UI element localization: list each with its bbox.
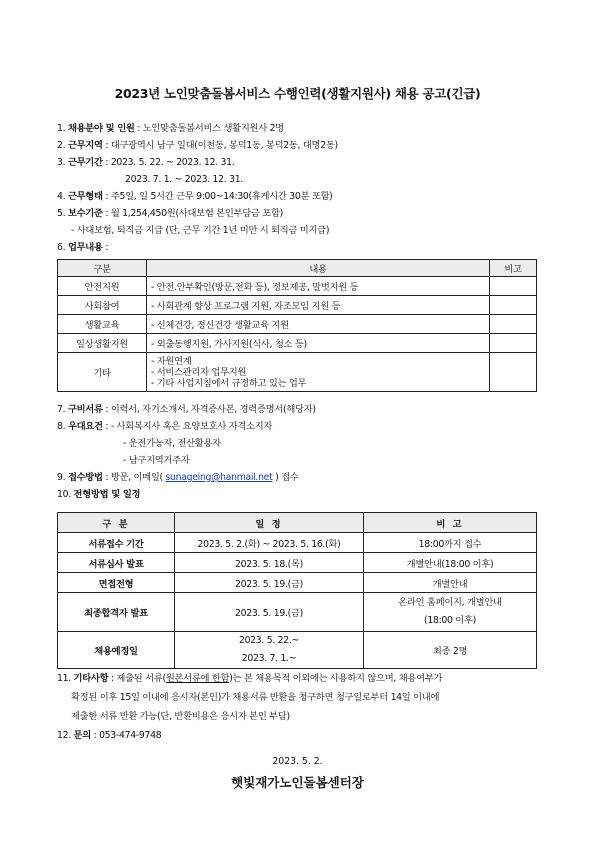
email-link[interactable]: sunageing@hanmail.net — [165, 472, 273, 483]
schedule-note: 개별안내 — [364, 573, 537, 593]
schedule-step: 최종합격자 발표 — [58, 593, 175, 632]
duty-note — [490, 296, 537, 315]
duty-content: - 신체건강, 정신건강 생활교육 지원 — [147, 315, 490, 334]
item-recruitment: 1. 채용분야 및 인원 : 노인맞춤돌봄서비스 생활지원사 2명 — [57, 123, 284, 134]
duty-note — [490, 277, 537, 296]
schedule-period: 2023. 5. 19.(금) — [175, 593, 364, 632]
item-label: 보수기준 — [67, 208, 103, 219]
item-work-period-2: 2023. 7. 1. ~ 2023. 12. 31. — [125, 174, 243, 185]
item-label: 전형방법 및 일정 — [73, 489, 141, 500]
schedule-step: 채용예정일 — [58, 632, 175, 669]
item-documents: 7. 구비서류 : 이력서, 자기소개서, 자격증사본, 경력증명서(해당자) — [57, 404, 316, 415]
duty-content: - 안전.안부확인(방문,전화 등), 정보제공, 말벗지원 등 — [147, 277, 490, 296]
duty-category: 안전지원 — [58, 277, 147, 296]
item-other-3: 제출한 서류 반환 가능(단, 반환비용은 응시자 본인 부담) — [71, 711, 290, 722]
item-preference: 8. 우대요건 : - 사회복지사 혹은 요양보호사 자격소지자 — [57, 421, 273, 432]
item-work-area: 2. 근무지역 : 대구광역시 남구 일대(이천동, 봉덕1동, 봉덕2동, 대명2동) — [57, 140, 338, 151]
schedule-note: 18:00까지 접수 — [364, 533, 537, 553]
item-label: 근무지역 — [67, 140, 103, 151]
item-preference-3: - 남구지역거주자 — [123, 455, 190, 466]
schedule-period: 2023. 5. 2.(화) ~ 2023. 5. 16.(화) — [175, 533, 364, 553]
item-label: 업무내용 — [67, 242, 103, 253]
duty-note — [490, 353, 537, 392]
duty-category: 생활교육 — [58, 315, 147, 334]
item-label: 접수방법 — [67, 472, 103, 483]
item-salary-note: - 사대보험, 퇴직금 지급 (단, 근무 기간 1년 미만 시 퇴직금 미지급) — [71, 225, 330, 236]
item-contact: 12. 문의 : 053-474-9748 — [57, 730, 162, 741]
column-header: 비고 — [490, 260, 537, 277]
schedule-note: 최종 2명 — [364, 632, 537, 669]
schedule-period: 2023. 5. 18.(목) — [175, 553, 364, 573]
duty-content: - 외출동행지원, 가사지원(식사, 청소 등) — [147, 334, 490, 353]
duty-content: - 자원연계 - 서비스관리자 업무지원 - 기타 사업지침에서 규정하고 있는 업무 — [147, 353, 490, 392]
page-title: 2023년 노인맞춤돌봄서비스 수행인력(생활지원사) 채용 공고(긴급) — [114, 86, 481, 101]
duty-note — [490, 315, 537, 334]
item-label: 근무형태 — [67, 191, 103, 202]
table-row — [58, 593, 537, 632]
column-header: 구분 — [58, 260, 147, 277]
schedule-note: 온라인 홈페이지, 개별안내 (18:00 이후) — [364, 593, 537, 632]
schedule-step: 서류접수 기간 — [58, 533, 175, 553]
underlined-text: 원본서류에 한함 — [165, 673, 230, 684]
item-label: 기타사항 — [73, 673, 109, 684]
column-header: 일 정 — [175, 513, 364, 533]
table-row — [58, 296, 537, 315]
duty-content: - 사회관계 향상 프로그램 지원, 자조모임 지원 등 — [147, 296, 490, 315]
column-header: 구 분 — [58, 513, 175, 533]
column-header: 비 고 — [364, 513, 537, 533]
schedule-note: 개별안내(18:00 이후) — [364, 553, 537, 573]
table-row — [58, 553, 537, 573]
item-selection: 10. 전형방법 및 일정 — [57, 489, 141, 500]
duties-table — [57, 259, 537, 392]
schedule-step: 서류심사 발표 — [58, 553, 175, 573]
item-work-type: 4. 근무형태 : 주5일, 일 5시간 근무 9:00~14:30(휴게시간 30분 포함) — [57, 191, 333, 202]
table-header-row — [58, 260, 537, 277]
duty-category: 기타 — [58, 353, 147, 392]
requirements-list-3 — [57, 669, 552, 745]
column-header: 내용 — [147, 260, 490, 277]
duty-note — [490, 334, 537, 353]
item-other: 11. 기타사항 : 제출된 서류(원본서류에 한함)는 본 채용목적 이외에는 사용하지 않으며, 채용여부가 — [57, 673, 443, 684]
item-salary: 5. 보수기준 : 월 1,254,450원(사대보험 본인부담금 포함) — [57, 208, 283, 219]
schedule-period: 2023. 5. 22.~ 2023. 7. 1.~ — [175, 632, 364, 669]
duty-category: 일상생활지원 — [58, 334, 147, 353]
table-row — [58, 353, 537, 392]
duty-category: 사회참여 — [58, 296, 147, 315]
table-row — [58, 277, 537, 296]
table-row — [58, 315, 537, 334]
item-work-period: 3. 근무기간 : 2023. 5. 22. ~ 2023. 12. 31. — [57, 157, 235, 168]
table-row — [58, 334, 537, 353]
table-row — [58, 533, 537, 553]
requirements-list — [57, 120, 547, 256]
item-label: 우대요건 — [67, 421, 103, 432]
schedule-step: 면접전형 — [58, 573, 175, 593]
table-row — [58, 573, 537, 593]
requirements-list-2 — [57, 401, 547, 503]
item-label: 근무기간 — [67, 157, 103, 168]
table-header-row — [58, 513, 537, 533]
notice-date: 2023. 5. 2. — [272, 756, 323, 767]
item-application: 9. 접수방법 : 방문, 이메일( sunageing@hanmail.net ) 접수 — [57, 472, 299, 483]
item-label: 구비서류 — [67, 404, 103, 415]
item-duties: 6. 업무내용 : — [57, 242, 109, 253]
item-other-2: 확정된 이후 15일 이내에 응시자(본인)가 채용서류 반환을 청구하면 청구일로부터 14일 이내에 — [71, 692, 440, 703]
item-label: 채용분야 및 인원 — [67, 123, 135, 134]
item-preference-2: - 운전가능자, 전산활용자 — [123, 438, 221, 449]
organization-name: 햇빛재가노인돌봄센터장 — [231, 775, 364, 790]
table-row — [58, 632, 537, 669]
schedule-table — [57, 512, 537, 669]
item-label: 문의 — [73, 730, 91, 741]
schedule-period: 2023. 5. 19.(금) — [175, 573, 364, 593]
